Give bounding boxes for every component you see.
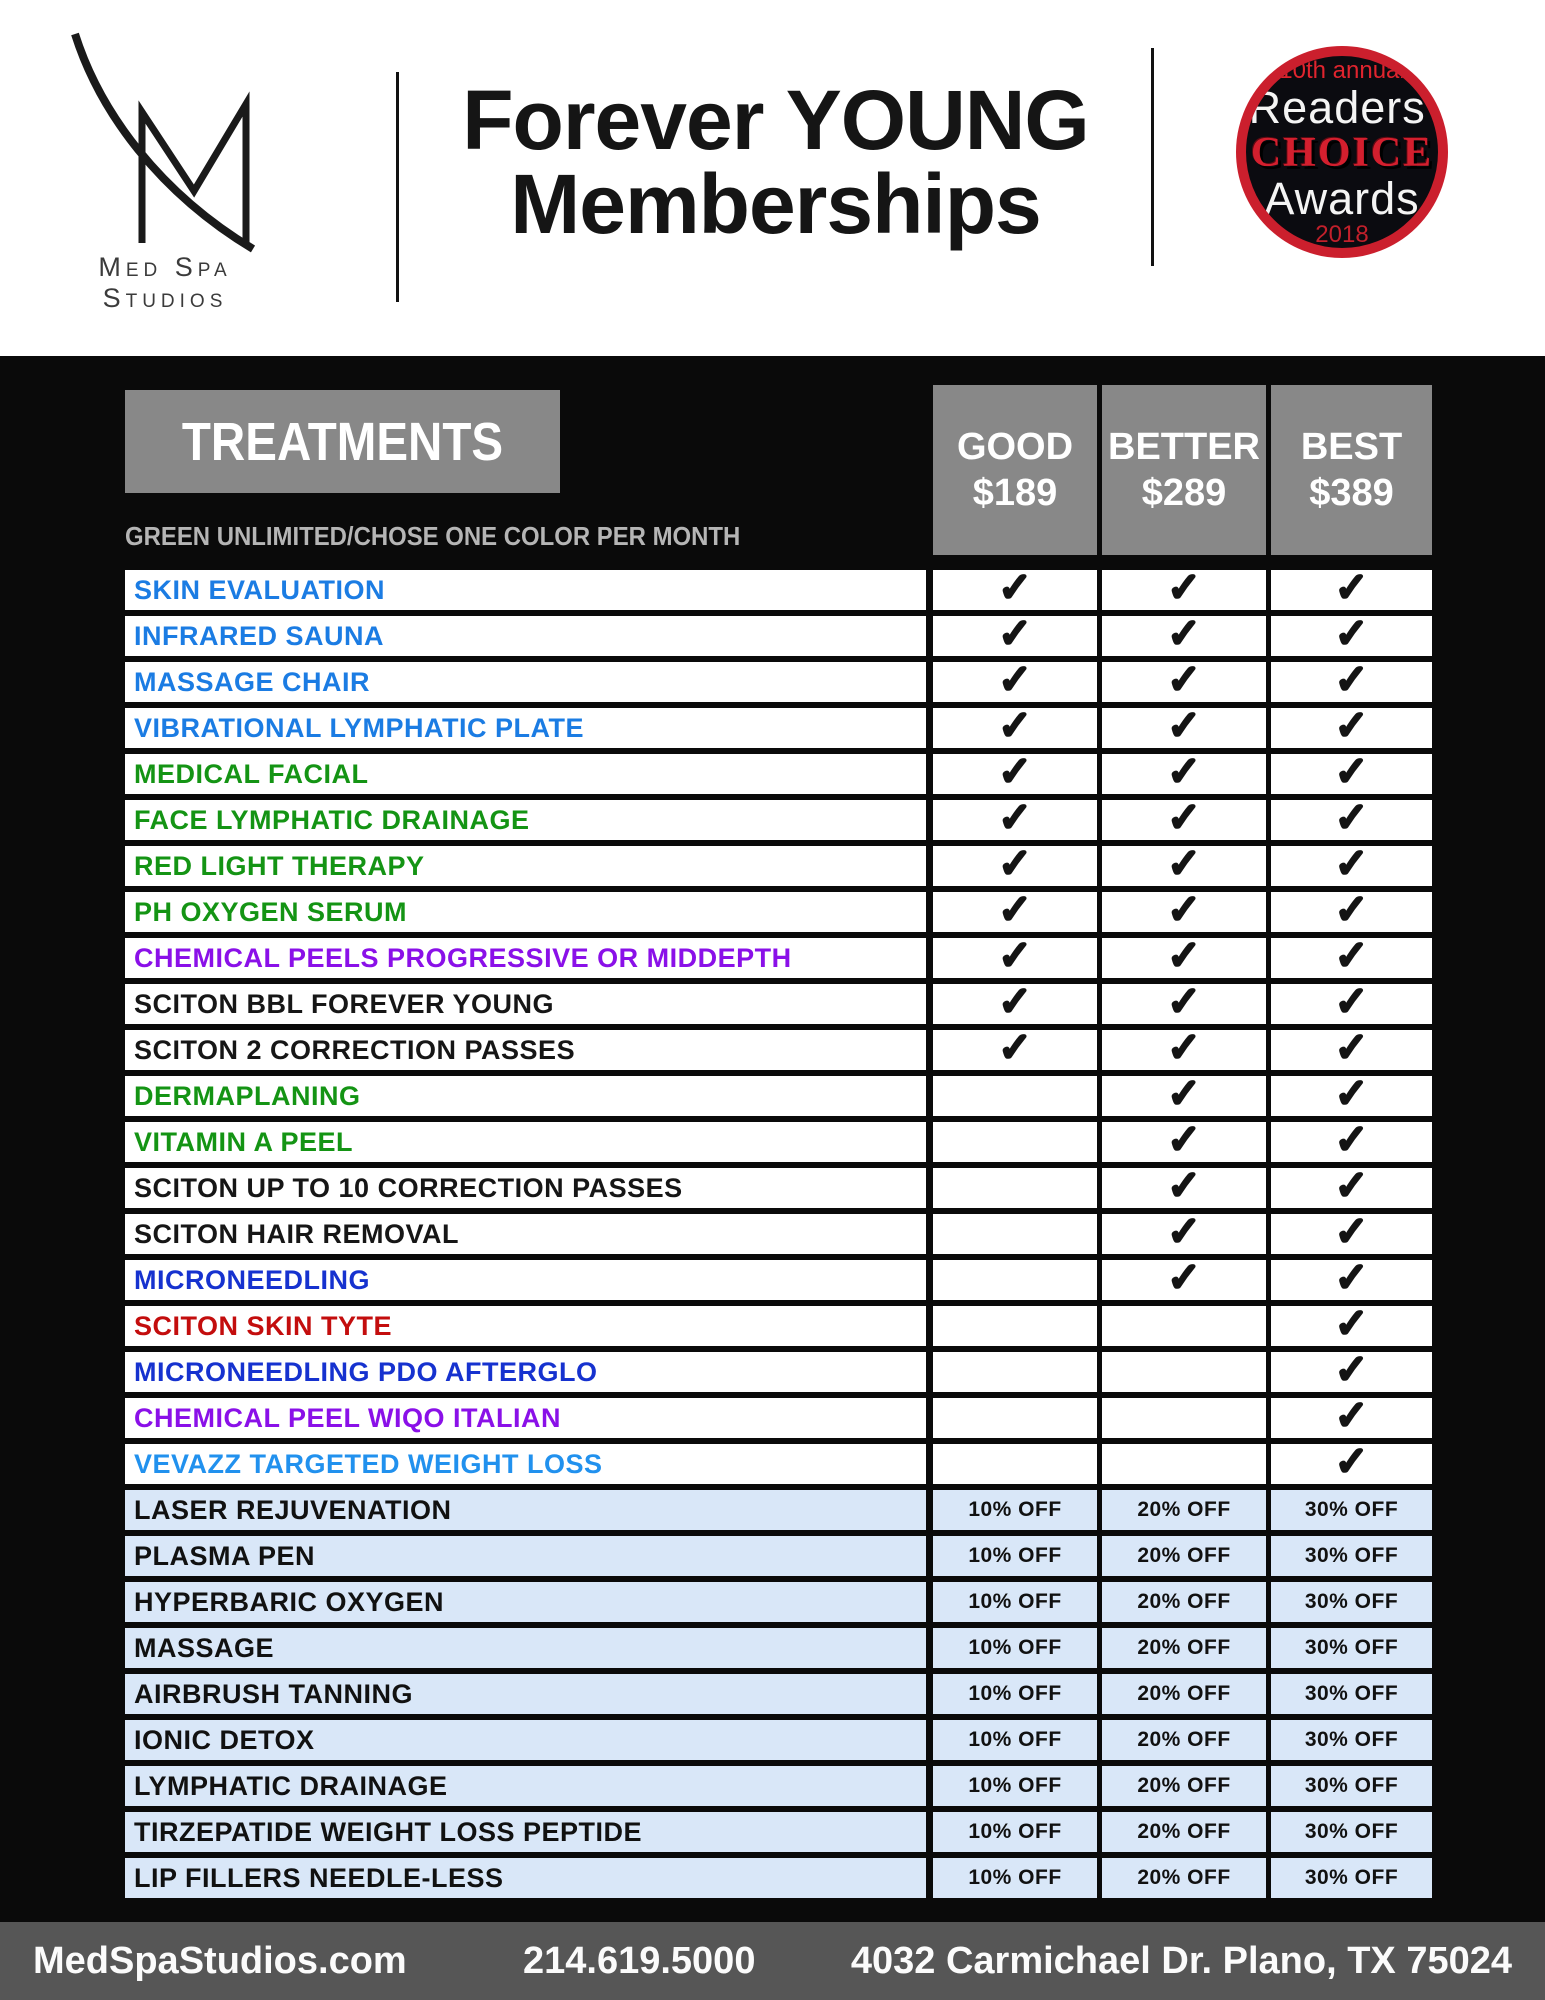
tier-cell bbox=[933, 1582, 1097, 1622]
discount-value: 30% OFF bbox=[1304, 1728, 1399, 1751]
tier-cell bbox=[1271, 658, 1432, 702]
treatment-name: LYMPHATIC DRAINAGE bbox=[125, 1766, 926, 1806]
discount-value: 30% OFF bbox=[1304, 1820, 1399, 1843]
tier-cell bbox=[933, 888, 1097, 932]
header-divider-right bbox=[1151, 48, 1154, 266]
tier-cell bbox=[1102, 1164, 1266, 1208]
treatment-name: LIP FILLERS NEEDLE-LESS bbox=[125, 1858, 926, 1898]
treatments-label: TREATMENTS bbox=[181, 411, 504, 472]
tier-cell bbox=[933, 750, 1097, 794]
tier-cell bbox=[1271, 566, 1432, 610]
check-icon: ✓ bbox=[998, 842, 1032, 886]
tier-cell bbox=[1271, 796, 1432, 840]
table-row bbox=[125, 1302, 1432, 1346]
treatment-name: MEDICAL FACIAL bbox=[125, 754, 926, 794]
tier-cell bbox=[933, 1674, 1097, 1714]
tier-cell bbox=[1102, 1118, 1266, 1162]
treatment-name: SKIN EVALUATION bbox=[125, 570, 926, 610]
tier-cell bbox=[1271, 980, 1432, 1024]
table-row bbox=[125, 1072, 1432, 1116]
tier-cell bbox=[1271, 1440, 1432, 1484]
table-row bbox=[125, 1628, 1432, 1668]
table-row bbox=[125, 704, 1432, 748]
tier-cell bbox=[1271, 704, 1432, 748]
tier-cell bbox=[933, 1720, 1097, 1760]
tier-name: GOOD bbox=[956, 426, 1074, 468]
tier-cell bbox=[933, 1858, 1097, 1898]
badge-readers: Readers' bbox=[1248, 81, 1436, 133]
treatment-name: SCITON 2 CORRECTION PASSES bbox=[125, 1030, 926, 1070]
tier-price: $289 bbox=[1141, 472, 1227, 514]
treatment-name: MASSAGE CHAIR bbox=[125, 662, 926, 702]
tier-cell bbox=[933, 1026, 1097, 1070]
tier-cell bbox=[933, 1168, 1097, 1208]
table-row bbox=[125, 796, 1432, 840]
discount-value: 10% OFF bbox=[968, 1590, 1062, 1613]
discount-value: 30% OFF bbox=[1304, 1636, 1399, 1659]
tier-cell bbox=[933, 1398, 1097, 1438]
discount-value: 10% OFF bbox=[968, 1866, 1062, 1889]
footer-bar bbox=[0, 1922, 1545, 2000]
page-title bbox=[398, 73, 1153, 251]
title-forever: Forever bbox=[462, 73, 786, 167]
treatment-name: AIRBRUSH TANNING bbox=[125, 1674, 926, 1714]
readers-choice-award-badge bbox=[1236, 46, 1448, 258]
treatment-name: MICRONEEDLING bbox=[125, 1260, 926, 1300]
tier-cell bbox=[1102, 1674, 1266, 1714]
discount-value: 10% OFF bbox=[968, 1774, 1062, 1797]
table-row bbox=[125, 1720, 1432, 1760]
check-icon: ✓ bbox=[1334, 888, 1369, 932]
tier-price: $389 bbox=[1309, 472, 1394, 514]
tier-cell bbox=[1271, 1026, 1432, 1070]
tier-cell bbox=[1271, 1812, 1432, 1852]
tier-cell bbox=[1102, 1256, 1266, 1300]
treatment-name: LASER REJUVENATION bbox=[125, 1490, 926, 1530]
check-icon: ✓ bbox=[1334, 1026, 1369, 1070]
tier-cell bbox=[933, 1214, 1097, 1254]
tier-cell bbox=[933, 1536, 1097, 1576]
treatment-name: SCITON BBL FOREVER YOUNG bbox=[125, 984, 926, 1024]
tier-cell bbox=[1271, 1766, 1432, 1806]
treatment-name: SCITON HAIR REMOVAL bbox=[125, 1214, 926, 1254]
check-icon: ✓ bbox=[998, 704, 1032, 748]
table-subtitle: GREEN UNLIMITED/CHOSE ONE COLOR PER MONTH bbox=[125, 521, 741, 551]
tier-cell bbox=[933, 1306, 1097, 1346]
check-icon: ✓ bbox=[1167, 612, 1201, 656]
tier-cell bbox=[1271, 1490, 1432, 1530]
check-icon: ✓ bbox=[998, 934, 1032, 978]
tier-cell bbox=[1102, 1352, 1266, 1392]
discount-value: 20% OFF bbox=[1137, 1498, 1231, 1521]
check-icon: ✓ bbox=[1334, 796, 1369, 840]
check-icon: ✓ bbox=[1334, 1072, 1369, 1116]
discount-value: 30% OFF bbox=[1304, 1866, 1399, 1889]
tier-cell bbox=[933, 1260, 1097, 1300]
check-icon: ✓ bbox=[1334, 750, 1369, 794]
tier-cell bbox=[1102, 612, 1266, 656]
treatment-name: TIRZEPATIDE WEIGHT LOSS PEPTIDE bbox=[125, 1812, 926, 1852]
badge-choice: CHOICE bbox=[1250, 129, 1434, 176]
check-icon: ✓ bbox=[1334, 1440, 1369, 1484]
check-icon: ✓ bbox=[998, 888, 1032, 932]
check-icon: ✓ bbox=[1334, 566, 1369, 610]
header bbox=[0, 0, 1545, 356]
tier-cell bbox=[1102, 1720, 1266, 1760]
check-icon: ✓ bbox=[1167, 888, 1201, 932]
tier-cell bbox=[933, 1076, 1097, 1116]
check-icon: ✓ bbox=[1167, 750, 1201, 794]
check-icon: ✓ bbox=[1167, 796, 1201, 840]
check-icon: ✓ bbox=[1334, 1302, 1369, 1346]
check-icon: ✓ bbox=[1334, 612, 1369, 656]
title-young: YOUNG bbox=[785, 73, 1089, 167]
tier-cell bbox=[933, 1352, 1097, 1392]
treatment-name: VEVAZZ TARGETED WEIGHT LOSS bbox=[125, 1444, 926, 1484]
treatment-name: CHEMICAL PEELS PROGRESSIVE OR MIDDEPTH bbox=[125, 938, 926, 978]
table-row bbox=[125, 658, 1432, 702]
tier-cell bbox=[1271, 934, 1432, 978]
tier-cell bbox=[1102, 842, 1266, 886]
table-row bbox=[125, 1582, 1432, 1622]
treatment-name: VIBRATIONAL LYMPHATIC PLATE bbox=[125, 708, 926, 748]
treatment-name: PH OXYGEN SERUM bbox=[125, 892, 926, 932]
check-icon: ✓ bbox=[1334, 980, 1369, 1024]
check-icon: ✓ bbox=[1167, 842, 1201, 886]
table-row bbox=[125, 1118, 1432, 1162]
tier-cell bbox=[1102, 980, 1266, 1024]
discount-value: 10% OFF bbox=[968, 1544, 1062, 1567]
discount-value: 10% OFF bbox=[968, 1820, 1062, 1843]
tier-cell bbox=[933, 842, 1097, 886]
tier-cell bbox=[1271, 1858, 1432, 1898]
discount-value: 20% OFF bbox=[1137, 1590, 1231, 1613]
discount-value: 10% OFF bbox=[968, 1636, 1062, 1659]
tier-header-better bbox=[1102, 385, 1266, 555]
check-icon: ✓ bbox=[1167, 1210, 1201, 1254]
check-icon: ✓ bbox=[998, 750, 1032, 794]
treatment-name: FACE LYMPHATIC DRAINAGE bbox=[125, 800, 926, 840]
tier-cell bbox=[1102, 1026, 1266, 1070]
tier-cell bbox=[1102, 934, 1266, 978]
tier-cell bbox=[1102, 1444, 1266, 1484]
check-icon: ✓ bbox=[1167, 1072, 1201, 1116]
treatment-name: IONIC DETOX bbox=[125, 1720, 926, 1760]
tier-cell bbox=[933, 1122, 1097, 1162]
tier-cell bbox=[1271, 1256, 1432, 1300]
discount-value: 30% OFF bbox=[1304, 1544, 1399, 1567]
table-row bbox=[125, 1348, 1432, 1392]
check-icon: ✓ bbox=[1334, 1394, 1369, 1438]
check-icon: ✓ bbox=[1334, 1164, 1369, 1208]
tier-cell bbox=[1102, 1536, 1266, 1576]
badge-awards: Awards bbox=[1264, 172, 1420, 224]
logo-wordmark: Med Spa Studios bbox=[98, 252, 232, 313]
treatments-rows bbox=[125, 566, 1432, 1904]
tier-cell bbox=[1271, 1394, 1432, 1438]
table-row bbox=[125, 1490, 1432, 1530]
footer-phone: 214.619.5000 bbox=[523, 1939, 756, 1982]
tier-cell bbox=[1271, 1720, 1432, 1760]
tier-cell bbox=[933, 1490, 1097, 1530]
check-icon: ✓ bbox=[998, 980, 1032, 1024]
tier-cell bbox=[1271, 1348, 1432, 1392]
discount-value: 20% OFF bbox=[1137, 1636, 1231, 1659]
tier-cell bbox=[933, 1628, 1097, 1668]
tier-cell bbox=[933, 566, 1097, 610]
check-icon: ✓ bbox=[1167, 1164, 1201, 1208]
treatment-name: DERMAPLANING bbox=[125, 1076, 926, 1116]
check-icon: ✓ bbox=[998, 566, 1032, 610]
table-row bbox=[125, 1536, 1432, 1576]
discount-value: 30% OFF bbox=[1304, 1774, 1399, 1797]
tier-cell bbox=[1271, 612, 1432, 656]
tier-cell bbox=[1102, 888, 1266, 932]
tier-cell bbox=[933, 704, 1097, 748]
table-row bbox=[125, 566, 1432, 610]
table-row bbox=[125, 612, 1432, 656]
tier-cell bbox=[933, 980, 1097, 1024]
check-icon: ✓ bbox=[1334, 1348, 1369, 1392]
badge-annual: 10th annual bbox=[1279, 56, 1405, 84]
table-row bbox=[125, 842, 1432, 886]
treatment-name: MICRONEEDLING PDO AFTERGLO bbox=[125, 1352, 926, 1392]
table-row bbox=[125, 1440, 1432, 1484]
check-icon: ✓ bbox=[1334, 934, 1369, 978]
discount-value: 30% OFF bbox=[1304, 1590, 1399, 1613]
table-row bbox=[125, 750, 1432, 794]
table-row bbox=[125, 1394, 1432, 1438]
discount-value: 10% OFF bbox=[968, 1498, 1062, 1521]
table-row bbox=[125, 1812, 1432, 1852]
discount-value: 20% OFF bbox=[1137, 1682, 1231, 1705]
tier-cell bbox=[1102, 1628, 1266, 1668]
discount-value: 20% OFF bbox=[1137, 1774, 1231, 1797]
table-row bbox=[125, 1674, 1432, 1714]
tier-cell bbox=[1102, 566, 1266, 610]
tier-cell bbox=[1271, 750, 1432, 794]
tier-cell bbox=[1271, 1582, 1432, 1622]
tier-cell bbox=[1102, 1306, 1266, 1346]
check-icon: ✓ bbox=[1167, 1026, 1201, 1070]
discount-value: 20% OFF bbox=[1137, 1728, 1231, 1751]
tier-cell bbox=[933, 1812, 1097, 1852]
table-row bbox=[125, 1210, 1432, 1254]
tier-cell bbox=[1271, 888, 1432, 932]
tier-header-good bbox=[933, 385, 1097, 555]
check-icon: ✓ bbox=[1334, 1210, 1369, 1254]
discount-value: 20% OFF bbox=[1137, 1820, 1231, 1843]
check-icon: ✓ bbox=[998, 1026, 1032, 1070]
treatment-name: SCITON SKIN TYTE bbox=[125, 1306, 926, 1346]
tier-cell bbox=[1271, 1164, 1432, 1208]
check-icon: ✓ bbox=[1334, 704, 1369, 748]
title-memberships: Memberships bbox=[510, 157, 1041, 251]
tier-cell bbox=[1102, 1812, 1266, 1852]
med-spa-studios-logo-monogram bbox=[45, 28, 280, 253]
discount-value: 10% OFF bbox=[968, 1682, 1062, 1705]
treatment-name: MASSAGE bbox=[125, 1628, 926, 1668]
treatments-header-box bbox=[125, 390, 560, 493]
footer-website: MedSpaStudios.com bbox=[33, 1939, 407, 1982]
check-icon: ✓ bbox=[1167, 704, 1201, 748]
tier-cell bbox=[1102, 1490, 1266, 1530]
tier-cell bbox=[933, 658, 1097, 702]
tier-cell bbox=[1102, 1582, 1266, 1622]
tier-cell bbox=[1102, 1766, 1266, 1806]
check-icon: ✓ bbox=[998, 612, 1032, 656]
check-icon: ✓ bbox=[1334, 658, 1369, 702]
tier-header-best bbox=[1271, 385, 1432, 555]
tier-cell bbox=[933, 1444, 1097, 1484]
table-row bbox=[125, 1164, 1432, 1208]
discount-value: 30% OFF bbox=[1304, 1498, 1399, 1521]
table-row bbox=[125, 1858, 1432, 1898]
tier-cell bbox=[1271, 1072, 1432, 1116]
tier-cell bbox=[1271, 1210, 1432, 1254]
tier-cell bbox=[1271, 1302, 1432, 1346]
check-icon: ✓ bbox=[1167, 934, 1201, 978]
tier-name: BETTER bbox=[1108, 426, 1260, 468]
check-icon: ✓ bbox=[998, 796, 1032, 840]
treatment-name: INFRARED SAUNA bbox=[125, 616, 926, 656]
tier-price: $189 bbox=[972, 472, 1058, 514]
treatment-name: CHEMICAL PEEL WIQO ITALIAN bbox=[125, 1398, 926, 1438]
check-icon: ✓ bbox=[1167, 566, 1201, 610]
tier-cell bbox=[1102, 1398, 1266, 1438]
tier-cell bbox=[1271, 1628, 1432, 1668]
table-row bbox=[125, 1766, 1432, 1806]
treatment-name: RED LIGHT THERAPY bbox=[125, 846, 926, 886]
table-row bbox=[125, 1256, 1432, 1300]
treatment-name: PLASMA PEN bbox=[125, 1536, 926, 1576]
check-icon: ✓ bbox=[1167, 658, 1201, 702]
check-icon: ✓ bbox=[1334, 842, 1369, 886]
tier-cell bbox=[1102, 796, 1266, 840]
tier-cell bbox=[1102, 1210, 1266, 1254]
check-icon: ✓ bbox=[1167, 980, 1201, 1024]
treatment-name: VITAMIN A PEEL bbox=[125, 1122, 926, 1162]
footer-address: 4032 Carmichael Dr. Plano, TX 75024 bbox=[850, 1939, 1512, 1982]
discount-value: 20% OFF bbox=[1137, 1866, 1231, 1889]
tier-cell bbox=[933, 934, 1097, 978]
tier-cell bbox=[933, 796, 1097, 840]
tier-cell bbox=[933, 1766, 1097, 1806]
tier-name: BEST bbox=[1300, 426, 1403, 468]
tier-cell bbox=[933, 612, 1097, 656]
tier-cell bbox=[1102, 1858, 1266, 1898]
discount-value: 10% OFF bbox=[968, 1728, 1062, 1751]
tier-cell bbox=[1102, 1072, 1266, 1116]
tier-cell bbox=[1102, 704, 1266, 748]
tier-cell bbox=[1102, 750, 1266, 794]
check-icon: ✓ bbox=[1167, 1256, 1201, 1300]
table-row bbox=[125, 980, 1432, 1024]
tier-cell bbox=[1102, 658, 1266, 702]
check-icon: ✓ bbox=[1167, 1118, 1201, 1162]
table-row bbox=[125, 1026, 1432, 1070]
discount-value: 30% OFF bbox=[1304, 1682, 1399, 1705]
check-icon: ✓ bbox=[1334, 1118, 1369, 1162]
tier-cell bbox=[1271, 1536, 1432, 1576]
badge-year: 2018 bbox=[1315, 220, 1369, 248]
treatment-name: HYPERBARIC OXYGEN bbox=[125, 1582, 926, 1622]
treatment-name: SCITON UP TO 10 CORRECTION PASSES bbox=[125, 1168, 926, 1208]
tier-cell bbox=[1271, 842, 1432, 886]
tier-cell bbox=[1271, 1118, 1432, 1162]
check-icon: ✓ bbox=[1334, 1256, 1369, 1300]
check-icon: ✓ bbox=[998, 658, 1032, 702]
discount-value: 20% OFF bbox=[1137, 1544, 1231, 1567]
table-row bbox=[125, 888, 1432, 932]
tier-cell bbox=[1271, 1674, 1432, 1714]
table-row bbox=[125, 934, 1432, 978]
